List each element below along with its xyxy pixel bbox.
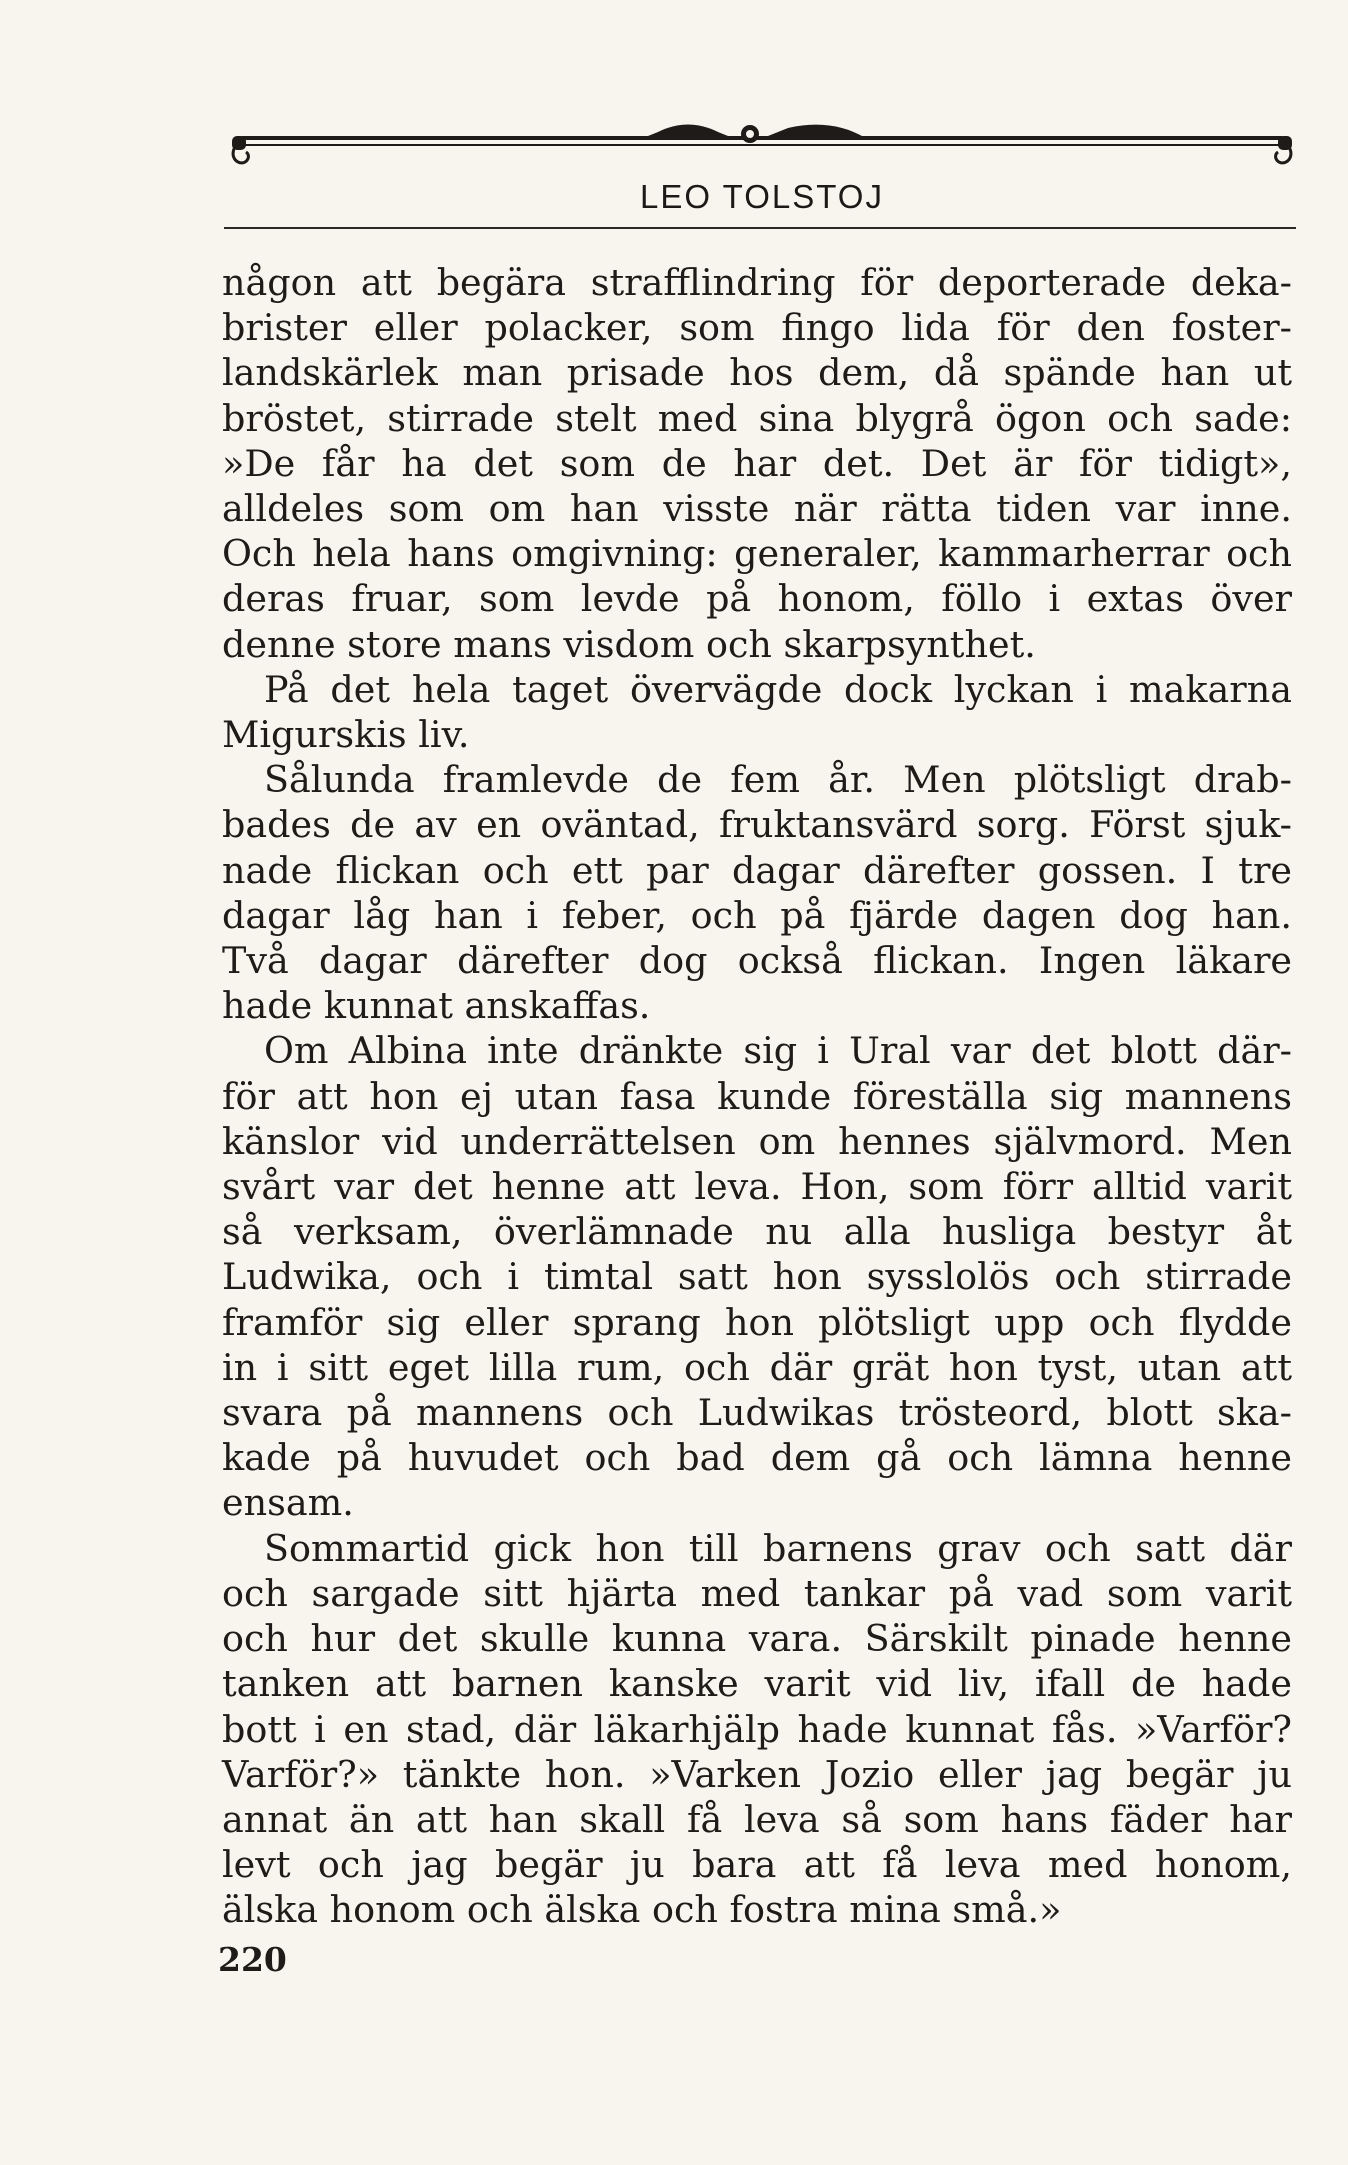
body-text [222, 260, 1292, 1933]
text-line: och sargade sitt hjärta med tankar på vad som varit [222, 1571, 1292, 1615]
text-line: känslor vid underrättelsen om hennes självmord. Men [222, 1119, 1292, 1163]
text-line: På det hela taget övervägde dock lyckan i makarna [264, 667, 1292, 711]
text-line: levt och jag begär ju bara att få leva med honom, [222, 1843, 1292, 1887]
paragraph [222, 260, 1292, 667]
page-number: 220 [218, 1940, 287, 1979]
text-line: denne store mans visdom och skarpsynthet. [222, 622, 1036, 666]
text-line: nade flickan och ett par dagar därefter gossen. I tre [222, 848, 1292, 892]
text-line: bott i en stad, där läkarhjälp hade kunnat fås. »Varför? [222, 1707, 1292, 1751]
text-line: Migurskis liv. [222, 713, 470, 757]
text-line: för att hon ej utan fasa kunde föreställa sig mannens [222, 1074, 1292, 1118]
paragraph [222, 1526, 1292, 1933]
text-line: landskärlek man prisade hos dem, då spände han ut [222, 351, 1292, 395]
text-line: bröstet, stirrade stelt med sina blygrå ögon och sade: [222, 396, 1292, 440]
text-line: och hur det skulle kunna vara. Särskilt pinade henne [222, 1617, 1292, 1661]
text-line: brister eller polacker, som fingo lida för den foster- [222, 306, 1292, 350]
text-line: dagar låg han i feber, och på fjärde dagen dog han. [222, 893, 1292, 937]
text-line: tanken att barnen kanske varit vid liv, ifall de hade [222, 1662, 1292, 1706]
paragraph [222, 757, 1292, 1028]
text-line: deras fruar, som levde på honom, föllo i extas över [222, 577, 1292, 621]
text-line: kade på huvudet och bad dem gå och lämna henne [222, 1436, 1292, 1480]
running-head: LEO TOLSTOJ [640, 178, 884, 215]
text-line: ensam. [222, 1481, 354, 1525]
text-line: svårt var det henne att leva. Hon, som förr alltid varit [222, 1165, 1292, 1209]
text-line: bades de av en oväntad, fruktansvärd sorg. Först sjuk- [222, 803, 1292, 847]
paragraph [222, 1028, 1292, 1525]
text-line: framför sig eller sprang hon plötsligt upp och flydde [222, 1300, 1292, 1344]
text-line: hade kunnat anskaffas. [222, 984, 651, 1028]
text-line: Ludwika, och i timtal satt hon sysslolös och stirrade [222, 1255, 1292, 1299]
text-line: annat än att han skall få leva så som hans fäder har [222, 1797, 1292, 1841]
text-line: Varför?» tänkte hon. »Varken Jozio eller jag begär ju [222, 1752, 1292, 1796]
text-line: Och hela hans omgivning: generaler, kammarherrar och [222, 532, 1292, 576]
text-line: »De får ha det som de har det. Det är för tidigt», [222, 441, 1292, 485]
text-line: Sålunda framlevde de fem år. Men plötsligt drab- [264, 758, 1292, 802]
text-line: in i sitt eget lilla rum, och där grät hon tyst, utan att [222, 1345, 1292, 1389]
header-rule [224, 227, 1296, 229]
text-line: svara på mannens och Ludwikas trösteord, blott ska- [222, 1391, 1292, 1435]
text-line: Två dagar därefter dog också flickan. Ingen läkare [222, 939, 1292, 983]
paragraph [222, 667, 1292, 757]
text-line: någon att begära strafflindring för deporterade deka- [222, 261, 1292, 304]
text-line: alldeles som om han visste när rätta tiden var inne. [222, 487, 1292, 531]
text-line: så verksam, överlämnade nu alla husliga bestyr åt [222, 1210, 1292, 1254]
text-line: Sommartid gick hon till barnens grav och satt där [264, 1526, 1292, 1570]
text-line: älska honom och älska och fostra mina små.» [222, 1888, 1062, 1932]
text-line: Om Albina inte dränkte sig i Ural var det blott där- [264, 1029, 1292, 1073]
